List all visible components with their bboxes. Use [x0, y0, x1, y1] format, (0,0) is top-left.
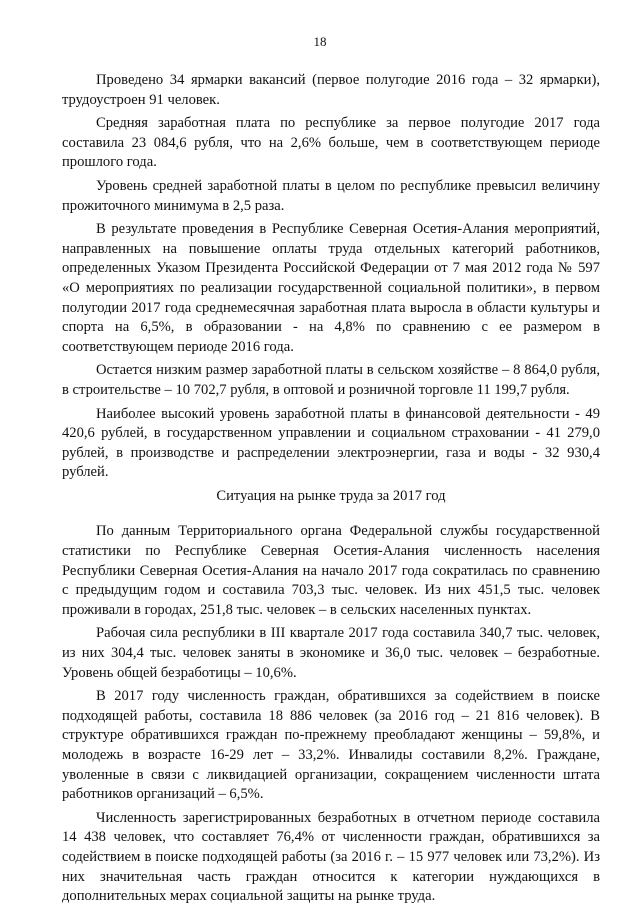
paragraph-average-wage: Средняя заработная плата по республике за первое полугодие 2017 года составила 23 084,6 рубля, что на 2,6% больше, чем в соответствующем периоде прошлого года.: [62, 115, 600, 171]
paragraph-labor-force: Рабочая сила республики в III квартале 2017 года составила 340,7 тыс. человек, из них 304,4 тыс. человек заняты в экономике и 36,0 тыс. человек – безработные. Уровень общей безработицы – 10,6%.: [62, 625, 600, 681]
paragraph-job-seekers: В 2017 году численность граждан, обратившихся за содействием в поиске подходящей работы, составила 18 886 человек (за 2016 год – 21 816 человек). В структуре обратившихся граждан по-прежнему преобладают женщины – 59,8%, и молодежь в возрасте 16-29 лет – 33,2%. Инвалиды составили 8,2%. Граждане, уволенные в связи с ликвидацией организации, сокращением численности штата работников организаций – 6,5%.: [62, 688, 600, 803]
paragraph-subsistence-minimum: Уровень средней заработной платы в целом по республике превысил величину прожиточного минимума в 2,5 раза.: [62, 177, 600, 214]
paragraph-job-fairs: Проведено 34 ярмарки вакансий (первое полугодие 2016 года – 32 ярмарки), трудоустроен 91 человек.: [62, 72, 600, 108]
paragraph-low-wages: Остается низким размер заработной платы в сельском хозяйстве – 8 864,0 рубля, в строительстве – 10 702,7 рубля, в оптовой и розничной торговле 11 199,7 рубля.: [62, 362, 600, 398]
section-title: Ситуация на рынке труда за 2017 год: [216, 487, 446, 504]
paragraph-registered-unemployed: Численность зарегистрированных безработных в отчетном периоде составила 14 438 человек, что составляет 76,4% от численности граждан, обратившихся за содействием в поиске подходящей работы (за 2016 г. – 15 977 человек или 73,2%). Из них значительная часть граждан относится к категории нуждающихся в дополнительных мерах социальной защиты на рынке труда.: [62, 809, 600, 905]
paragraph-wage-increase-measures: В результате проведения в Республике Северная Осетия-Алания мероприятий, направленных на повышение оплаты труда отдельных категорий работников, определенных Указом Президента Российской Федерации от 7 мая 2012 года № 597 «О мероприятиях по реализации государственной социальной политики», в первом полугодии 2017 года среднемесячная заработная плата выросла в области культуры и спорта на 6,5%, в образовании - на 4,8% по сравнению с ее размером в соответствующем периоде 2016 года.: [62, 221, 600, 355]
document-body: [62, 71, 600, 911]
paragraph-high-wages: Наиболее высокий уровень заработной платы в финансовой деятельности - 49 420,6 рублей, в государственном управлении и социальном страховании - 41 279,0 рублей, в производстве и распределении электроэнергии, газа и воды - 32 930,4 рублей.: [62, 405, 600, 481]
paragraph-population: По данным Территориального органа Федеральной службы государственной статистики по Республике Северная Осетия-Алания численность населения Республики Северная Осетия-Алания на начало 2017 года сократилась по сравнению с предыдущим годом и составила 703,3 тыс. человек. Из них 451,5 тыс. человек проживали в городах, 251,8 тыс. человек – в сельских населенных пунктах.: [62, 523, 600, 618]
page-number: 18: [313, 34, 327, 49]
